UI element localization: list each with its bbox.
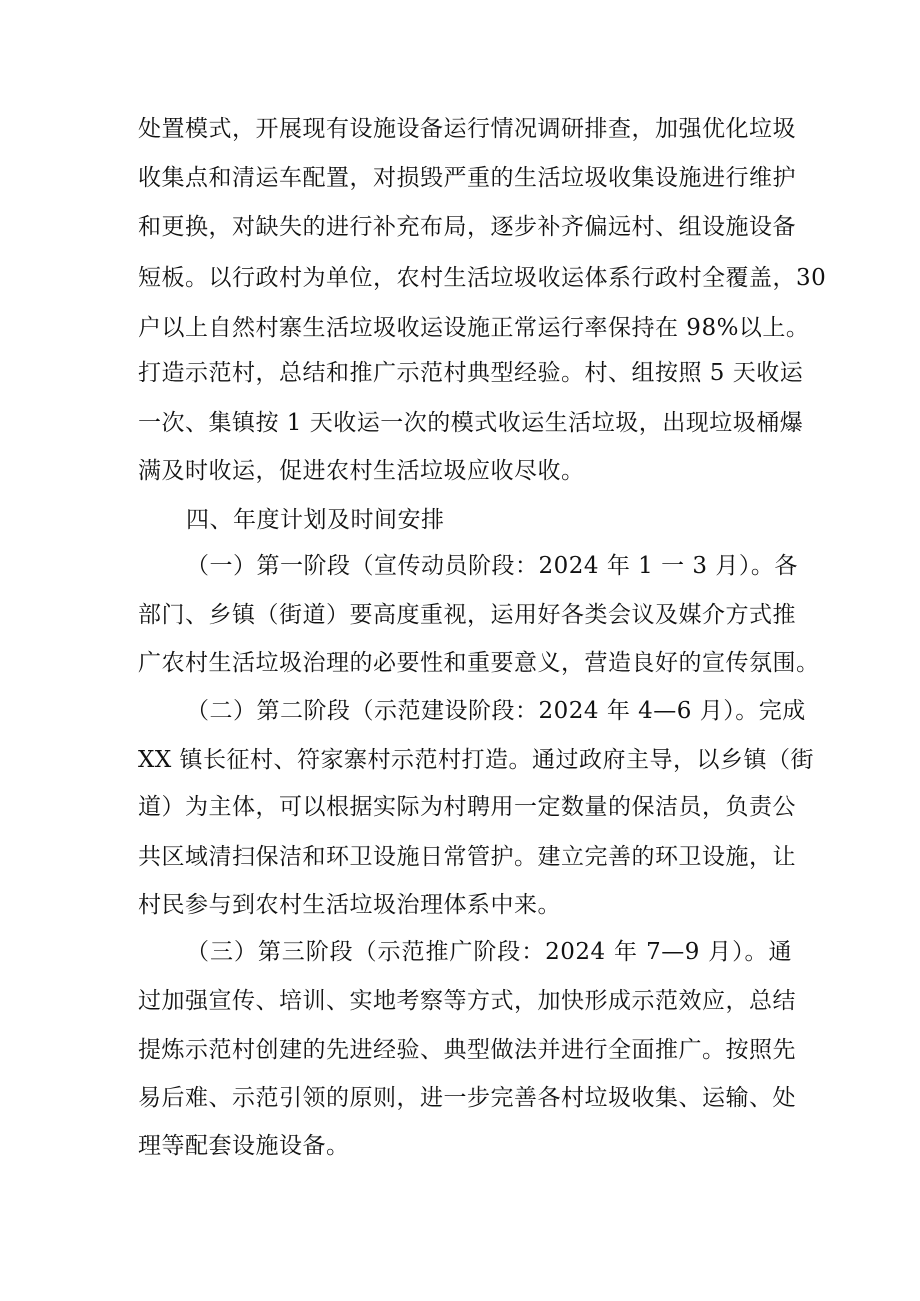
text-line: 村民参与到农村生活垃圾治理体系中来。	[138, 892, 561, 918]
text-line: 部门、乡镇（街道）要高度重视，运用好各类会议及媒介方式推	[138, 602, 796, 628]
text-line: 打造示范村，总结和推广示范村典型经验。村、组按照 5 天收运	[138, 360, 804, 386]
text-line: 道）为主体，可以根据实际为村聘用一定数量的保洁员，负责公	[138, 794, 796, 820]
text-line: 理等配套设施设备。	[138, 1133, 350, 1159]
text-line: 一次、集镇按 1 天收运一次的模式收运生活垃圾，出现垃圾桶爆	[138, 410, 804, 436]
text-line: 广农村生活垃圾治理的必要性和重要意义，营造良好的宣传氛围。	[138, 650, 820, 676]
text-line: （一）第一阶段（宣传动员阶段：2024 年 1 一 3 月）。各	[186, 553, 798, 579]
text-line: 收集点和清运车配置，对损毁严重的生活垃圾收集设施进行维护	[138, 165, 796, 191]
text-line: （二）第二阶段（示范建设阶段：2024 年 4—6 月）。完成	[186, 698, 806, 724]
section-heading: 四、年度计划及时间安排	[186, 507, 445, 533]
text-line: 和更换，对缺失的进行补充布局，逐步补齐偏远村、组设施设备	[138, 214, 796, 240]
text-line: XX 镇长征村、符家寨村示范村打造。通过政府主导，以乡镇（街	[138, 747, 815, 773]
text-line: 短板。以行政村为单位，农村生活垃圾收运体系行政村全覆盖，30	[138, 265, 827, 291]
text-line: 满及时收运，促进农村生活垃圾应收尽收。	[138, 458, 585, 484]
text-line: （三）第三阶段（示范推广阶段：2024 年 7—9 月）。通	[186, 939, 792, 965]
text-line: 过加强宣传、培训、实地考察等方式，加快形成示范效应，总结	[138, 988, 796, 1014]
text-line: 户以上自然村寨生活垃圾收运设施正常运行率保持在 98%以上。	[138, 315, 810, 341]
text-line: 共区域清扫保洁和环卫设施日常管护。建立完善的环卫设施，让	[138, 844, 796, 870]
text-line: 提炼示范村创建的先进经验、典型做法并进行全面推广。按照先	[138, 1037, 796, 1063]
text-line: 易后难、示范引领的原则，进一步完善各村垃圾收集、运输、处	[138, 1085, 796, 1111]
text-line: 处置模式，开展现有设施设备运行情况调研排查，加强优化垃圾	[138, 116, 796, 142]
